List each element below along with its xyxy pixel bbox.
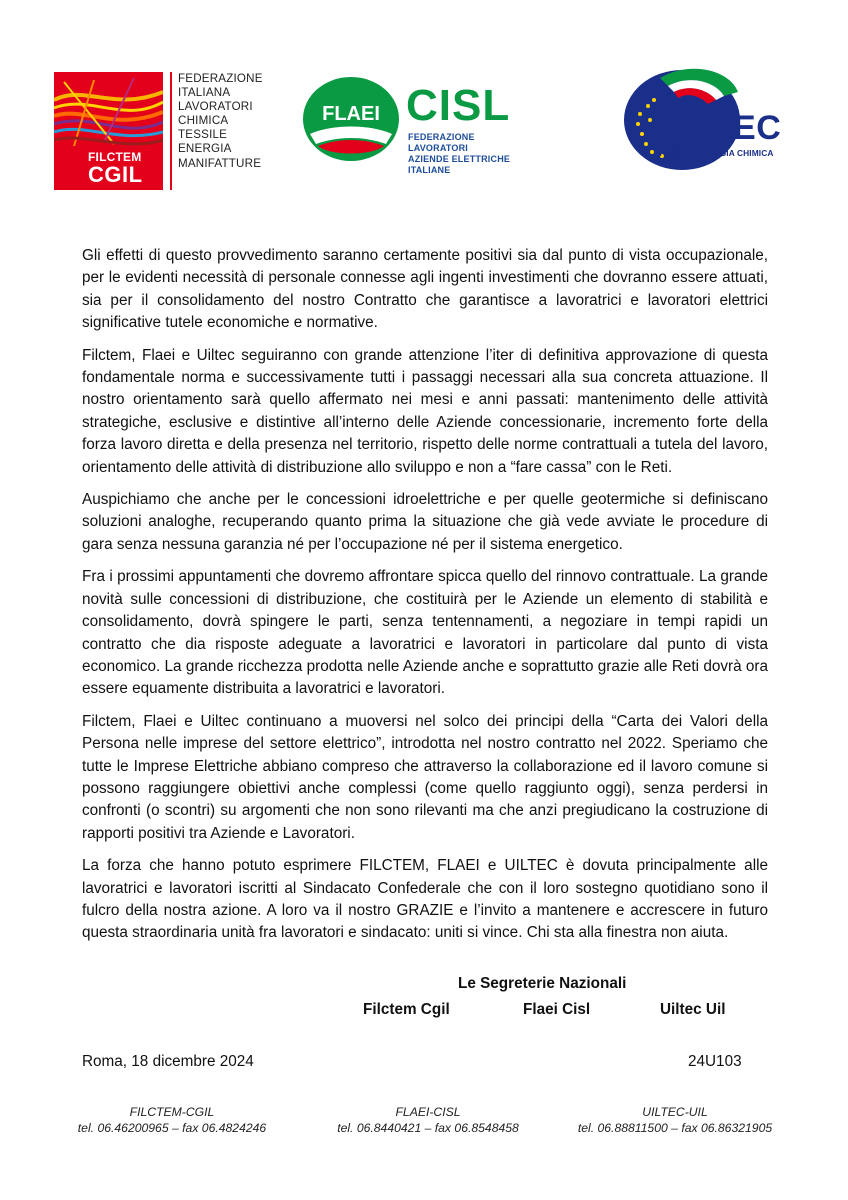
filctem-name-lines bbox=[178, 72, 263, 171]
uiltec-wordmark: UILTEC bbox=[658, 109, 782, 147]
footer-org: FILCTEM-CGIL bbox=[129, 1105, 215, 1119]
uiltec-logo bbox=[620, 62, 780, 172]
flaei-circle-text: FLAEI bbox=[322, 103, 380, 125]
uiltec-subtitle: TESSILE ENERGIA CHIMICA bbox=[658, 148, 774, 158]
filctem-line: LAVORATORI bbox=[178, 100, 253, 114]
footer-contacts: tel. 06.88811500 – fax 06.86321905 bbox=[577, 1121, 773, 1135]
footer-flaei bbox=[318, 1104, 538, 1136]
signature-filctem: Filctem Cgil bbox=[363, 1001, 450, 1018]
filctem-emblem bbox=[54, 72, 163, 190]
flaei-subtitle bbox=[408, 132, 532, 176]
body-paragraph: Auspichiamo che anche per le concessioni idroelettriche e per quelle geotermiche si definiscano soluzioni analoghe, recuperando quanto prima la situazione che già vede avviate le procedure di gara senza nessuna garanzia né per l’occupazione né per il sistema energetico. bbox=[82, 491, 768, 553]
reference-number: 24U103 bbox=[688, 1053, 742, 1070]
body-paragraph: Fra i prossimi appuntamenti che dovremo affrontare spicca quello del rinnovo contrattuale. La grande novità sulle concessioni di distribuzione, che costituirà per le Aziende un elemento di stabilità e consolidamento, dovrà spingere le parti, senza tentennamenti, a negoziare in tempi rapidi un contratto che dia risposte adeguate a lavoratrici e lavoratori in particolare dal punto di vista economico. La grande ricchezza prodotta nelle Aziende anche e soprattutto grazie alle Reti dovrà ora essere equamente distribuita a lavoratrici e lavoratori. bbox=[82, 568, 768, 698]
body-paragraph: Filctem, Flaei e Uiltec continuano a muoversi nel solco dei principi della “Carta dei Valori della Persona nelle imprese del settore elettrico”, introdotta nel nostro contratto nel 2022. Speriamo che tutte le Imprese Elettriche abbiano compreso che attraverso la collaborazione ed il lavoro comune si possono raggiungere obiettivi anche complessi (come quello raggiunto oggi), senza perdersi in confronti (o scontri) su argomenti che non sono rilevanti ma che anzi pregiudicano la costruzione di rapporti positivi tra Aziende e Lavoratori. bbox=[82, 712, 768, 842]
signature-uiltec: Uiltec Uil bbox=[660, 1001, 726, 1018]
footer-org: UILTEC-UIL bbox=[642, 1105, 708, 1119]
signature-title: Le Segreterie Nazionali bbox=[458, 975, 627, 992]
filctem-line: ENERGIA bbox=[178, 142, 232, 156]
flaei-cisl-wordmark: CISL bbox=[406, 81, 511, 130]
filctem-divider bbox=[170, 72, 172, 190]
letterhead bbox=[0, 0, 848, 210]
signature-flaei: Flaei Cisl bbox=[523, 1001, 591, 1018]
body-paragraph: Filctem, Flaei e Uiltec seguiranno con grande attenzione l’iter di definitiva approvazione di questa fondamentale norma e successivamente tutti i passaggi necessari alla sua concreta attuazione. Il nostro orientamento sarà quello affermato nei mesi e anni passati: mantenimento delle attività strategiche, esclusive e distintive all’interno delle Aziende concessionarie, incremento forte della forza lavoro diretta e della presenza nel territorio, rispetto delle norme contrattuali a tutela del lavoro, orientamento delle attività di distribuzione allo sviluppo e non a “fare cassa” con le Reti. bbox=[82, 346, 768, 476]
place-and-date: Roma, 18 dicembre 2024 bbox=[82, 1053, 254, 1070]
letter-body bbox=[82, 245, 768, 955]
filctem-line: CHIMICA bbox=[178, 114, 229, 128]
filctem-line: TESSILE bbox=[178, 128, 228, 142]
footer-contacts: tel. 06.46200965 – fax 06.4824246 bbox=[77, 1121, 267, 1135]
flaei-subtitle-line2: AZIENDE ELETTRICHE ITALIANE bbox=[408, 154, 511, 175]
filctem-line: MANIFATTURE bbox=[178, 156, 262, 170]
flaei-subtitle-line1: FEDERAZIONE LAVORATORI bbox=[408, 132, 475, 153]
filctem-brand-top: FILCTEM bbox=[88, 150, 142, 164]
filctem-cgil-logo bbox=[54, 72, 264, 192]
filctem-line: FEDERAZIONE bbox=[178, 72, 263, 85]
filctem-brand-bottom: CGIL bbox=[88, 162, 143, 187]
footer-filctem bbox=[62, 1104, 282, 1136]
flaei-emblem bbox=[302, 76, 400, 162]
flaei-cisl-logo bbox=[302, 76, 532, 175]
body-paragraph: La forza che hanno potuto esprimere FILCTEM, FLAEI e UILTEC è dovuta principalmente alle lavoratrici e lavoratori iscritti al Sindacato Confederale che con il loro sostegno quotidiano sono il fulcro della nostra azione. A loro va il nostro GRAZIE e l’invito a mantenere e accrescere in futuro questa straordinaria unità fra lavoratori e sindacato: uniti si vince. Chi sta alla finestra non aiuta. bbox=[82, 857, 768, 942]
body-paragraph: Gli effetti di questo provvedimento saranno certamente positivi sia dal punto di vista occupazionale, per le evidenti necessità di personale connesse agli ingenti investimenti che dovranno essere attuati, sia per il consolidamento del nostro Contratto che garantisce a lavoratrici e lavoratori elettrici significative tutele economiche e normative. bbox=[82, 247, 768, 332]
footer-org: FLAEI-CISL bbox=[395, 1105, 461, 1119]
footer-contacts: tel. 06.8440421 – fax 06.8548458 bbox=[337, 1121, 519, 1135]
footer-uiltec bbox=[565, 1104, 785, 1136]
filctem-line: ITALIANA bbox=[178, 86, 231, 100]
